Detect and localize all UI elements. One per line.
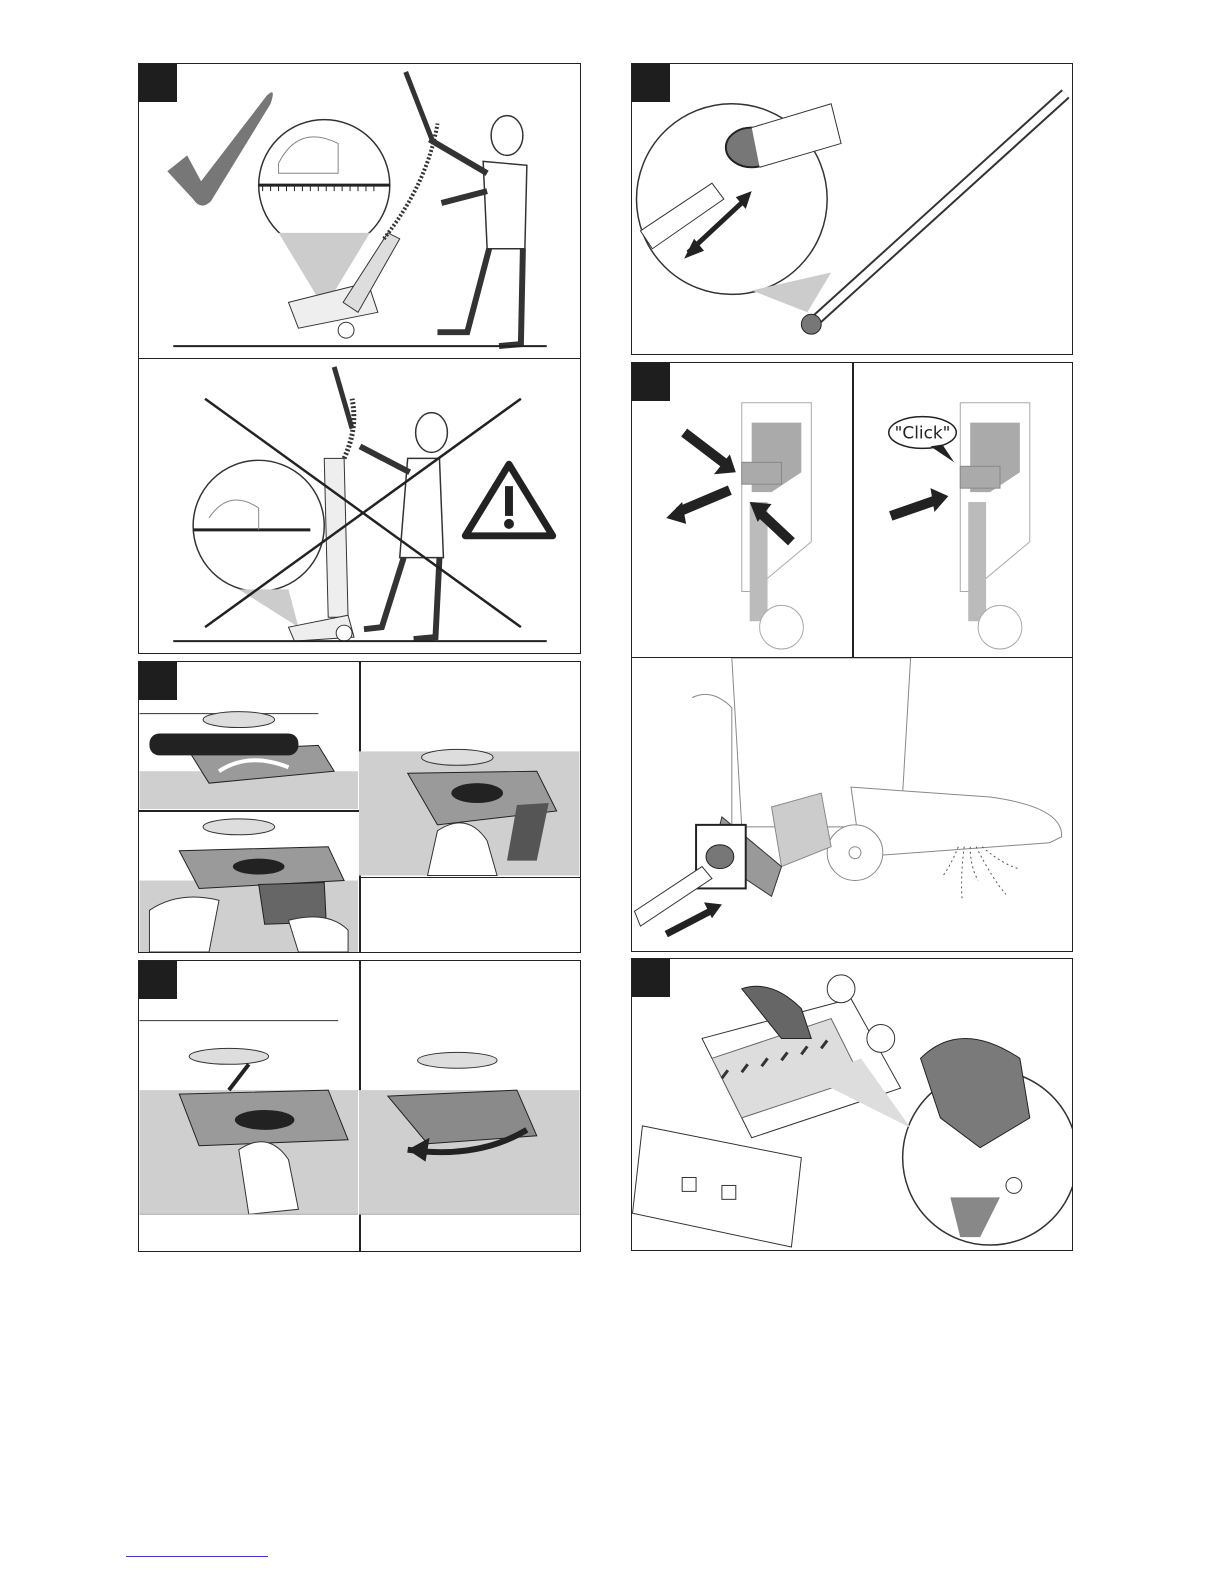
hose-nozzle-illustration <box>632 658 1072 951</box>
brush-cleaning-illustration <box>632 959 1072 1250</box>
panel-tube-detail <box>631 63 1073 355</box>
check-icon <box>167 92 273 205</box>
click-label: "Click" <box>894 422 951 443</box>
warning-icon <box>465 464 552 536</box>
bag-holder-insertion-illustration <box>139 961 580 1251</box>
panel-incorrect-usage <box>138 358 581 654</box>
panel-correct-usage <box>138 63 581 359</box>
bag-holder-removal-illustration <box>139 662 580 952</box>
footer-rule <box>126 1556 268 1557</box>
incorrect-usage-illustration <box>139 359 580 653</box>
correct-usage-illustration <box>139 64 580 358</box>
click-assembly-illustration <box>632 363 1072 657</box>
panel-brush-cleaning <box>631 958 1073 1251</box>
tube-detail-illustration <box>632 64 1072 354</box>
panel-bag-holder-removal <box>138 661 581 953</box>
panel-click-assembly <box>631 362 1073 658</box>
panel-hose-nozzle <box>631 657 1073 952</box>
panel-bag-holder-insertion <box>138 960 581 1252</box>
